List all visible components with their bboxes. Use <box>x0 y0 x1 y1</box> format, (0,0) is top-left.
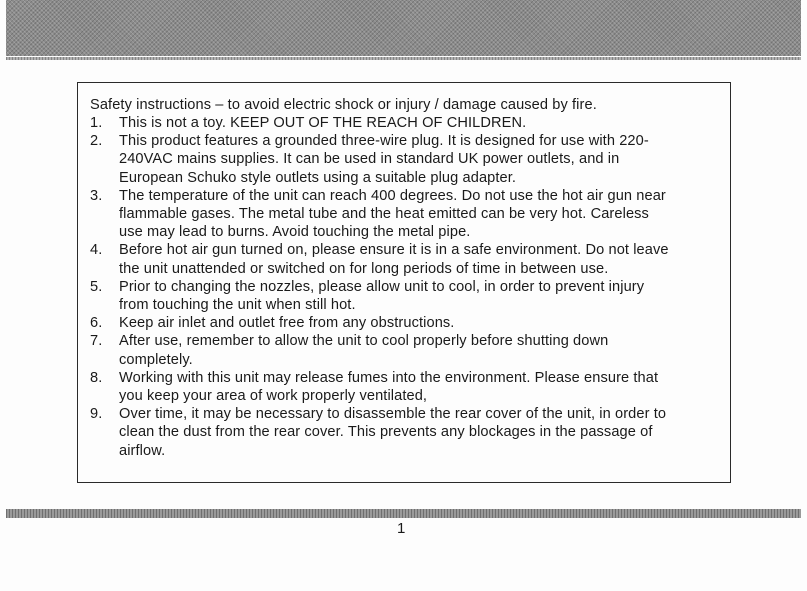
footer-divider <box>6 509 801 518</box>
item-text: European Schuko style outlets using a suitable plug adapter. <box>119 169 517 186</box>
item-number: 8. <box>90 369 103 386</box>
safety-heading: Safety instructions – to avoid electric shock or injury / damage caused by fire. <box>90 97 597 113</box>
item-number: 3. <box>90 187 103 204</box>
item-number: 4. <box>90 242 103 259</box>
item-text: flammable gases. The metal tube and the heat emitted can be very hot. Careless <box>119 206 649 223</box>
page-number: 1 <box>397 520 406 537</box>
item-text: Working with this unit may release fumes into the environment. Please ensure that <box>119 369 659 386</box>
safety-item <box>90 114 730 132</box>
safety-item <box>90 241 730 277</box>
safety-item <box>90 405 730 460</box>
safety-item <box>90 187 730 242</box>
item-text: Prior to changing the nozzles, please allow unit to cool, in order to prevent injury <box>119 278 645 295</box>
item-text: from touching the unit when still hot. <box>119 297 356 314</box>
item-text: Before hot air gun turned on, please ensure it is in a safe environment. Do not leave <box>119 242 669 259</box>
item-text: The temperature of the unit can reach 400 degrees. Do not use the hot air gun near <box>119 187 666 204</box>
item-number: 1. <box>90 115 103 131</box>
item-number: 6. <box>90 315 103 332</box>
item-text: airflow. <box>119 442 166 459</box>
safety-item <box>90 332 730 368</box>
item-number: 5. <box>90 278 103 295</box>
header-divider <box>6 57 801 60</box>
item-number: 2. <box>90 133 103 150</box>
safety-item <box>90 369 730 405</box>
item-text: you keep your area of work properly ventilated, <box>119 388 428 405</box>
item-text: the unit unattended or switched on for long periods of time in between use. <box>119 260 609 277</box>
item-text: Over time, it may be necessary to disassemble the rear cover of the unit, in order to <box>119 406 667 423</box>
header-band <box>6 0 801 56</box>
safety-list <box>90 114 730 460</box>
item-text: Keep air inlet and outlet free from any obstructions. <box>119 315 455 332</box>
item-text: completely. <box>119 351 193 368</box>
item-text: After use, remember to allow the unit to cool properly before shutting down <box>119 333 609 350</box>
safety-item <box>90 278 730 314</box>
item-text: clean the dust from the rear cover. This prevents any blockages in the passage of <box>119 424 653 441</box>
item-text: 240VAC mains supplies. It can be used in standard UK power outlets, and in <box>119 151 620 168</box>
item-number: 7. <box>90 333 103 350</box>
item-text: This product features a grounded three-wire plug. It is designed for use with 220- <box>119 133 649 150</box>
safety-instructions-box <box>77 82 731 483</box>
safety-item <box>90 132 730 187</box>
item-text: use may lead to burns. Avoid touching the metal pipe. <box>119 224 471 241</box>
item-number: 9. <box>90 406 103 423</box>
safety-item <box>90 314 730 332</box>
item-text: This is not a toy. KEEP OUT OF THE REACH OF CHILDREN. <box>119 115 527 131</box>
